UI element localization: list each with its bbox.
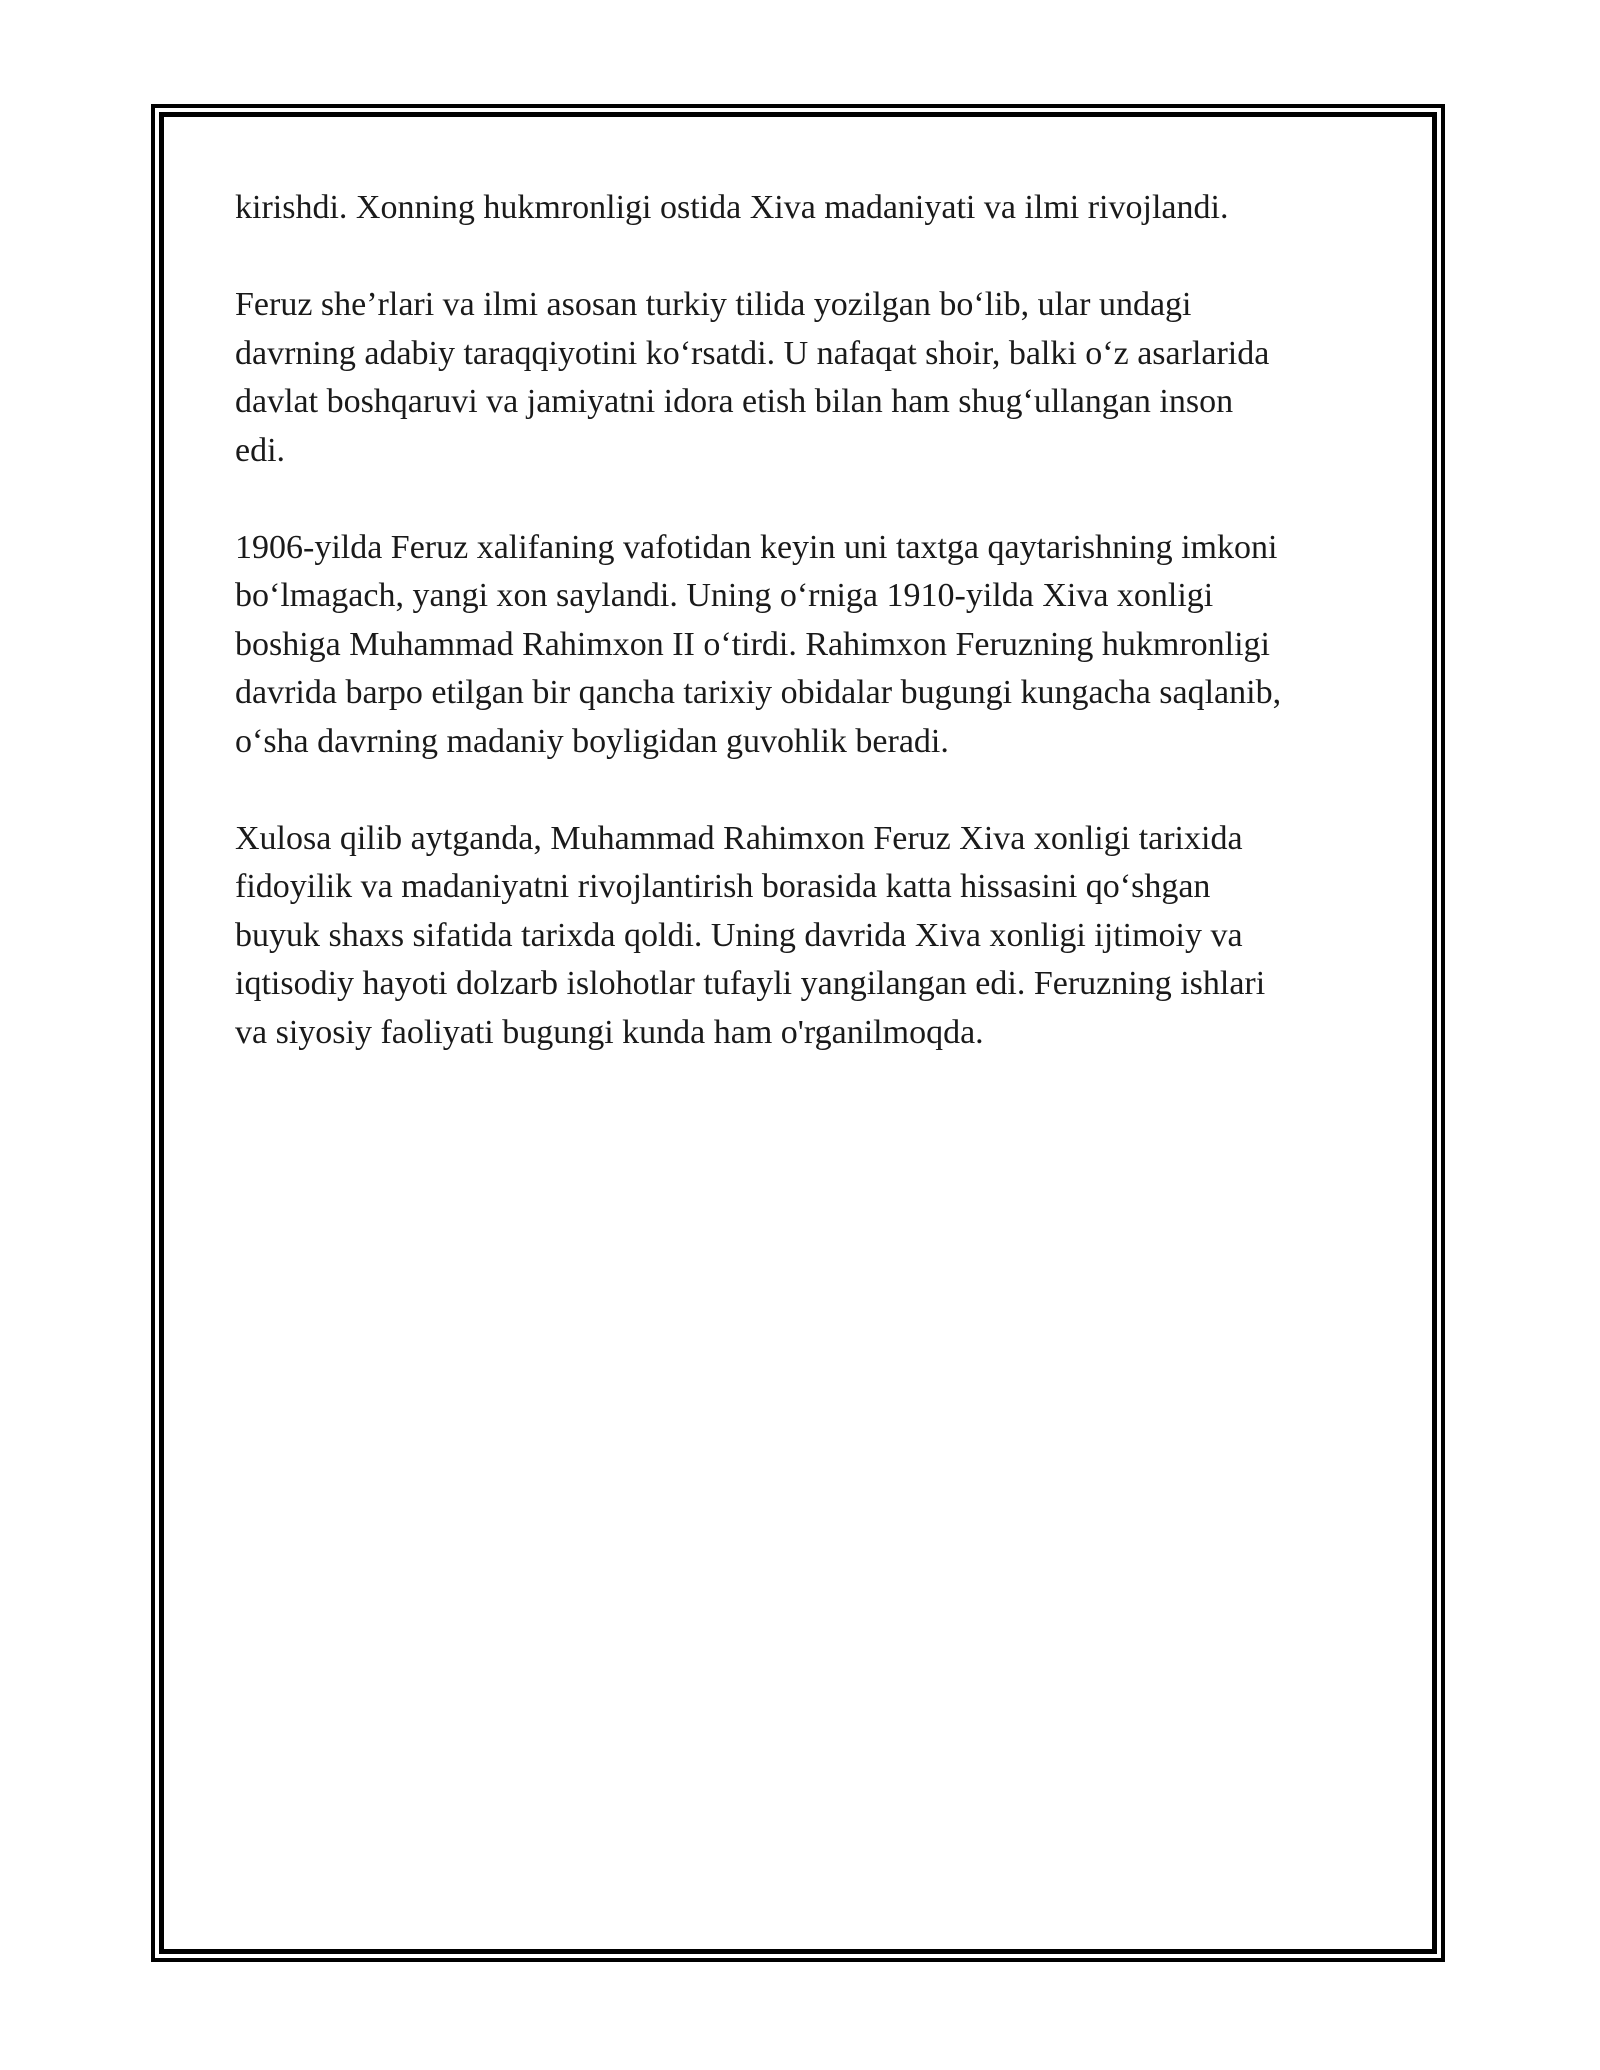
document-body [235,184,1385,1106]
line: o‘sha davrning madaniy boyligidan guvohlik beradi. [235,722,949,760]
line: kirishdi. Xonning hukmronligi ostida Xiva madaniyati va ilmi rivojlandi. [235,189,1229,226]
line: iqtisodiy hayoti dolzarb islohotlar tufayli yangilangan edi. Feruzning ishlari [235,965,1266,1002]
paragraph-2 [235,281,1385,475]
line: davrida barpo etilgan bir qancha tarixiy obidalar bugungi kungacha saqlanib, [235,674,1282,711]
line: edi. [235,431,286,469]
line: 1906-yilda Feruz xalifaning vafotidan keyin uni taxtga qaytarishning imkoni [235,528,1278,566]
line: fidoyilik va madaniyatni rivojlantirish borasida katta hissasini qo‘shgan [235,868,1211,905]
line: davrning adabiy taraqqiyotini ko‘rsatdi. U nafaqat shoir, balki o‘z asarlarida [235,334,1270,372]
line: davlat boshqaruvi va jamiyatni idora etish bilan ham shug‘ullangan inson [235,383,1234,420]
paragraph-4 [235,815,1385,1058]
line: Xulosa qilib aytganda, Muhammad Rahimxon Feruz Xiva xonligi tarixida [235,819,1243,857]
line: va siyosiy faoliyati bugungi kunda ham o'rganilmoqda. [235,1013,984,1051]
line: bo‘lmagach, yangi xon saylandi. Uning o‘rniga 1910-yilda Xiva xonligi [235,577,1214,614]
line: buyuk shaxs sifatida tarixda qoldi. Uning davrida Xiva xonligi ijtimoiy va [235,916,1243,954]
line: Feruz she’rlari va ilmi asosan turkiy tilida yozilgan bo‘lib, ular undagi [235,286,1192,323]
line: boshiga Muhammad Rahimxon II o‘tirdi. Rahimxon Feruzning hukmronligi [235,625,1270,663]
paragraph-3 [235,524,1385,767]
paragraph-1 [235,184,1385,233]
